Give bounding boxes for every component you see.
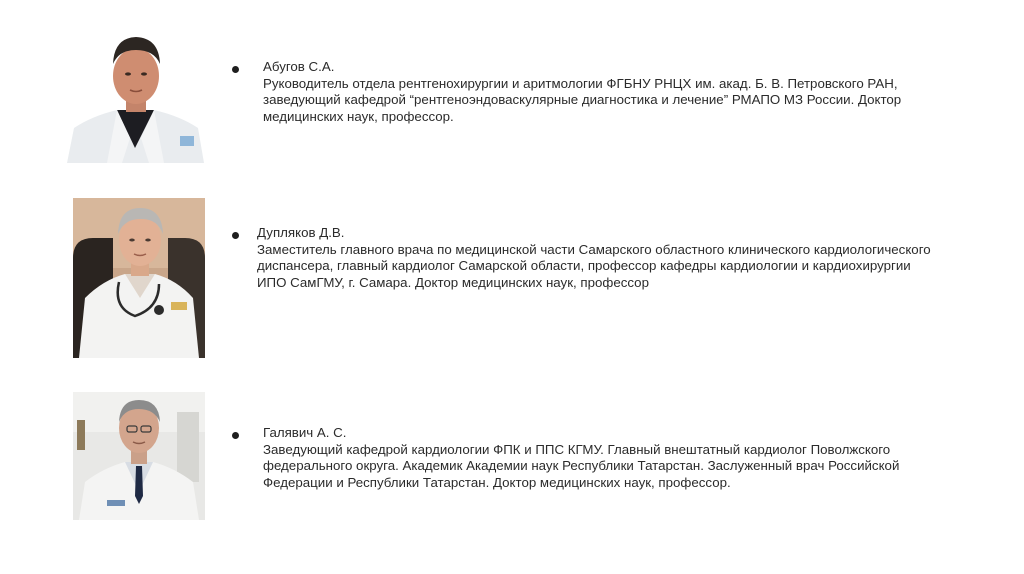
bullet-1	[232, 66, 239, 73]
person-3-desc-line-3: Федерации и Республики Татарстан. Доктор медицинских наук, профессор.	[263, 474, 731, 490]
person-2-desc-line-1: Заместитель главного врача по медицинской части Самарского областного клинического кардиологического	[257, 241, 931, 257]
person-1-entry	[263, 59, 901, 125]
person-1-name: Абугов С.А.	[263, 59, 335, 74]
person-2-name: Дупляков Д.В.	[257, 225, 345, 240]
person-2-desc-line-3: ИПО СамГМУ, г. Самара. Доктор медицинских наук, профессор	[257, 274, 649, 290]
person-3-desc-line-2: федерального округа. Академик Академии наук Республики Татарстан. Заслуженный врач Российской	[263, 458, 900, 474]
person-1-photo	[62, 28, 209, 163]
person-1-desc-line-1: Руководитель отдела рентгенохирургии и аритмологии ФГБНУ РНЦХ им. акад. Б. В. Петровского РАН,	[263, 75, 898, 91]
person-3-name: Галявич А. С.	[263, 425, 347, 440]
person-3-photo	[73, 392, 205, 520]
bullet-2	[232, 232, 239, 239]
person-1-desc-line-3: медицинских наук, профессор.	[263, 108, 454, 124]
person-2-entry	[257, 225, 931, 291]
person-1-desc-line-2: заведующий кафедрой “рентгеноэндоваскулярные диагностика и лечение” РМАПО МЗ России. Доктор	[263, 92, 902, 108]
person-3-desc-line-1: Заведующий кафедрой кардиологии ФПК и ППС КГМУ. Главный внештатный кардиолог Поволжского	[263, 441, 891, 457]
person-2-photo	[73, 198, 205, 358]
bullet-3	[232, 432, 239, 439]
person-2-desc-line-2: диспансера, главный кардиолог Самарской области, профессор кафедры кардиологии и кардиохирургии	[257, 258, 911, 274]
person-3-entry	[263, 425, 899, 491]
